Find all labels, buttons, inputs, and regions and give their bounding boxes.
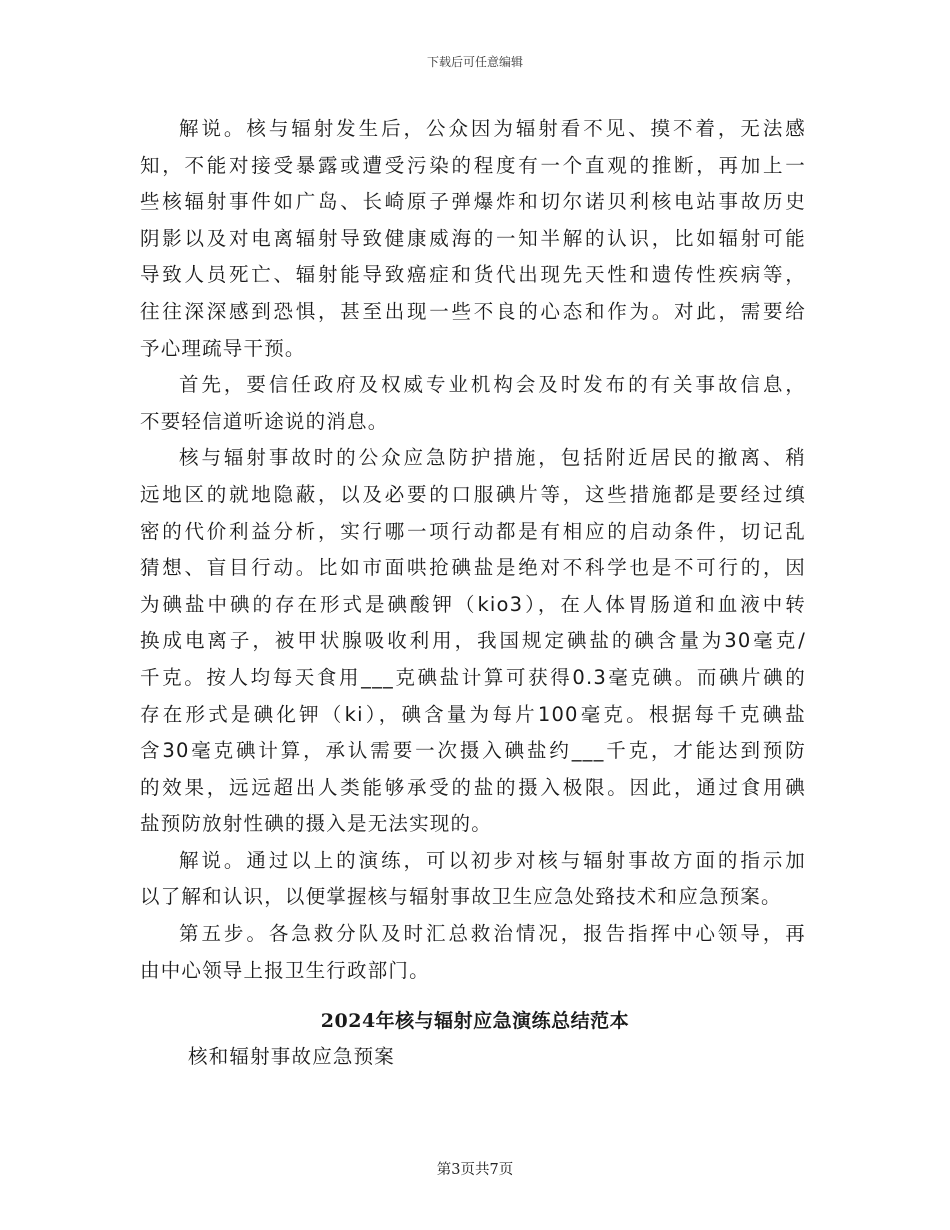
text-line: 千克。按人均每天食用___克碘盐计算可获得0.3毫克碘。而碘片碘的 <box>140 665 806 689</box>
text-line: 不要轻信道听途说的消息。 <box>140 409 389 433</box>
text-line: 盐预防放射性碘的摄入是无法实现的。 <box>140 812 492 836</box>
text-line: 解说。通过以上的演练，可以初步对核与辐射事故方面的指示加 <box>179 848 806 872</box>
text-line: 远地区的就地隐蔽，以及必要的口服碘片等，这些措施都是要经过缜 <box>140 482 806 506</box>
text-line: 为碘盐中碘的存在形式是碘酸钾（kio3），在人体胃肠道和血液中转 <box>140 592 806 616</box>
text-line: 含30毫克碘计算，承认需要一次摄入碘盐约___千克，才能达到预防 <box>140 739 806 763</box>
text-line: 猜想、盲目行动。比如市面哄抢碘盐是绝对不科学也是不可行的，因 <box>140 556 806 580</box>
paragraph-4 <box>140 843 806 916</box>
text-line: 以了解和认识，以便掌握核与辐射事故卫生应急处臵技术和应急预案。 <box>140 885 782 909</box>
section-subtitle: 核和辐射事故应急预案 <box>188 1045 396 1068</box>
paragraph-1 <box>140 111 806 367</box>
text-line: 密的代价利益分析，实行哪一项行动都是有相应的启动条件，切记乱 <box>140 519 806 543</box>
paragraph-3 <box>140 440 806 843</box>
text-line: 首先，要信任政府及权威专业机构会及时发布的有关事故信息， <box>179 373 806 397</box>
text-line: 予心理疏导干预。 <box>140 336 306 360</box>
text-line: 核与辐射事故时的公众应急防护措施，包括附近居民的撤离、稍 <box>179 446 806 470</box>
text-line: 由中心领导上报卫生行政部门。 <box>140 958 430 982</box>
text-line: 第五步。各急救分队及时汇总救治情况，报告指挥中心领导，再 <box>179 922 806 946</box>
text-line: 知，不能对接受暴露或遭受污染的程度有一个直观的推断，再加上一 <box>140 153 806 177</box>
text-line: 导致人员死亡、辐射能导致癌症和货代出现先天性和遗传性疾病等， <box>140 263 806 287</box>
text-line: 换成电离子，被甲状腺吸收利用，我国规定碘盐的碘含量为30毫克/ <box>140 629 806 653</box>
text-line: 往往深深感到恐惧，甚至出现一些不良的心态和作为。对此，需要给 <box>140 299 806 323</box>
text-line: 阴影以及对电离辐射导致健康威海的一知半解的认识，比如辐射可能 <box>140 226 806 250</box>
document-body <box>140 111 806 989</box>
text-line: 的效果，远远超出人类能够承受的盐的摄入极限。因此，通过食用碘 <box>140 775 806 799</box>
page-footer: 第3页共7页 <box>436 1162 514 1178</box>
paragraph-2 <box>140 367 806 440</box>
document-title: 2024年核与辐射应急演练总结范本 <box>320 1010 630 1032</box>
text-line: 些核辐射事件如广岛、长崎原子弹爆炸和切尔诺贝利核电站事故历史 <box>140 190 806 214</box>
text-line: 解说。核与辐射发生后，公众因为辐射看不见、摸不着，无法感 <box>179 117 806 140</box>
text-line: 存在形式是碘化钾（ki），碘含量为每片100毫克。根据每千克碘盐 <box>140 702 806 726</box>
page-header: 下载后可任意编辑 <box>426 55 523 69</box>
paragraph-5 <box>140 916 806 989</box>
